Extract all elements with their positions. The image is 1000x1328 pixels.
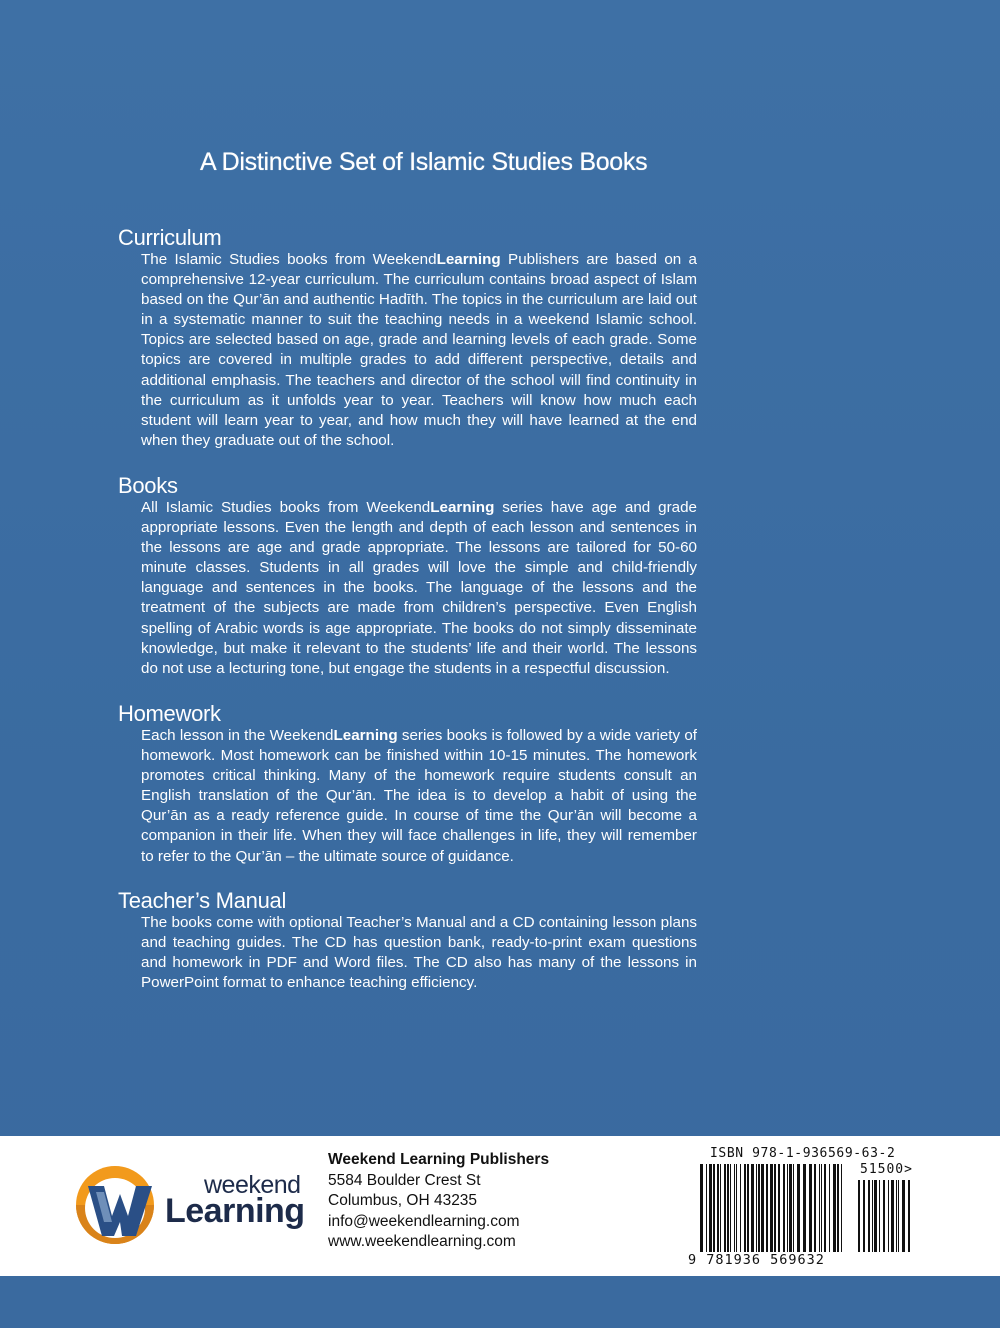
barcode-bar (713, 1164, 715, 1252)
barcode-bar (874, 1180, 877, 1252)
barcode-bar (706, 1164, 707, 1252)
barcode-bar (896, 1180, 897, 1252)
barcode-bar (819, 1164, 820, 1252)
publisher-city: Columbus, OH 43235 (328, 1192, 478, 1209)
barcode-bar (824, 1164, 826, 1252)
publisher-street: 5584 Boulder Crest St (328, 1171, 481, 1189)
barcode-bar (803, 1164, 806, 1252)
barcode-bar (833, 1164, 836, 1252)
section-heading: Curriculum (118, 225, 222, 250)
barcode-bar (902, 1180, 905, 1252)
barcode-bar (879, 1180, 880, 1252)
barcode-bar (770, 1164, 773, 1252)
barcode-bar (814, 1164, 816, 1252)
barcode-bar (888, 1180, 889, 1252)
isbn-barcode (688, 1140, 960, 1272)
barcode-bar (778, 1164, 780, 1252)
section-body: The Islamic Studies books from WeekendLearning Publishers are based on a comprehensive 12-year curriculum. The curriculum contains broad aspect of Islam based on the Qur’ān and authentic Hadīth. The topics in the curriculum are laid out in a systematic manner to suit the teaching needs in a weekend Islamic school. Topics are selected based on age, grade and learning levels of each grade. Some topics are covered in multiple grades to add different perspective, details and additional emphasis. The teachers and director of the school will find continuity in the curriculum as it unfolds year to year. Teachers will know how much each student will learn year to year, and how much they will have learned at the end when they graduate out of the school. (141, 251, 697, 449)
barcode-bar (758, 1164, 760, 1252)
barcode-bar (766, 1164, 768, 1252)
barcode-bar (751, 1164, 754, 1252)
barcode-bar (809, 1164, 812, 1252)
barcode-bar (734, 1164, 735, 1252)
bottom-band (0, 1276, 1000, 1328)
barcode-bar (724, 1164, 726, 1252)
price-code: 51500> (860, 1162, 913, 1177)
barcode-bar (858, 1180, 860, 1252)
barcode-bar (793, 1164, 794, 1252)
section-body: Each lesson in the WeekendLearning series books is followed by a wide variety of homework. Most homework can be finished within 10-15 minutes. The homework promotes critical thinking. Many of the homework require students consult an English translation of the Qur’ān. The idea is to develop a habit of using the Qur’ān as a ready reference guide. In course of time the Qur’ān will become a companion in their life. When they will face challenges in life, they will remember to refer to the Qur’ān – the ultimate source of guidance. (141, 727, 697, 865)
section-body: The books come with optional Teacher’s Manual and a CD containing lesson plans and teaching guides. The CD has question bank, ready-to-print exam questions and homework in PDF and Word files. The CD also has many of the lessons in PowerPoint format to enhance teaching efficiency. (141, 914, 697, 992)
barcode-bar (841, 1164, 842, 1252)
barcode-bar (709, 1164, 712, 1252)
section-curriculum (118, 226, 698, 451)
barcode-bar (868, 1180, 870, 1252)
section-heading: Homework (118, 701, 221, 726)
barcode-bar (891, 1180, 894, 1252)
barcode-bar (797, 1164, 800, 1252)
logo-text-weekend: weekend (204, 1171, 301, 1199)
barcode-bars-addon (858, 1180, 916, 1252)
barcode-bar (747, 1164, 749, 1252)
barcode-bar (720, 1164, 721, 1252)
barcode-bar (908, 1180, 910, 1252)
barcode-bar (761, 1164, 764, 1252)
publisher-email: info@weekendlearning.com (328, 1212, 520, 1230)
barcode-bar (700, 1164, 703, 1252)
barcode-bar (740, 1164, 741, 1252)
publisher-address (328, 1150, 549, 1253)
barcode-bar (829, 1164, 830, 1252)
barcode-bar (756, 1164, 757, 1252)
barcode-bar (783, 1164, 785, 1252)
section-body: All Islamic Studies books from WeekendLearning series have age and grade appropriate lessons. Even the length and depth of each lesson and sentences in the lessons are age and grade appropriate. The lessons are tailored for 50-60 minute classes. Students in all grades will love the simple and child-friendly language and sentences in the books. The language of the lessons and the treatment of the subjects are made from children’s perspective. Even English spelling of Arabic words is age appropriate. The books do not simply disseminate knowledge, but make it relevant to the students’ life and their world. The lessons do not use a lecturing tone, but engage the students in a respectful discussion. (141, 499, 697, 677)
footer-panel (0, 1136, 1000, 1276)
barcode-bar (727, 1164, 729, 1252)
section-teachers-manual (118, 889, 698, 993)
barcode-bar (787, 1164, 788, 1252)
barcode-bar (717, 1164, 719, 1252)
barcode-bar (872, 1180, 873, 1252)
barcode-bar (883, 1180, 885, 1252)
barcode-bar (821, 1164, 822, 1252)
barcode-bar (837, 1164, 839, 1252)
logo-text-learning: Learning (165, 1192, 305, 1230)
isbn-label: ISBN 978-1-936569-63-2 (710, 1146, 896, 1161)
barcode-bar (789, 1164, 792, 1252)
barcode-bar (898, 1180, 899, 1252)
barcode-bar (863, 1180, 865, 1252)
logo-mark-icon (74, 1164, 164, 1244)
barcode-number: 9 781936 569632 (688, 1252, 825, 1268)
section-homework (118, 702, 698, 867)
publisher-name: Weekend Learning Publishers (328, 1151, 550, 1168)
barcode-bar (736, 1164, 737, 1252)
section-heading: Teacher’s Manual (118, 888, 287, 913)
section-books (118, 474, 698, 679)
barcode-bars-main (700, 1164, 848, 1252)
barcode-bar (774, 1164, 776, 1252)
page-title: A Distinctive Set of Islamic Studies Books (200, 148, 648, 176)
barcode-bar (730, 1164, 731, 1252)
section-heading: Books (118, 473, 178, 498)
barcode-bar (744, 1164, 746, 1252)
publisher-website: www.weekendlearning.com (328, 1233, 516, 1250)
